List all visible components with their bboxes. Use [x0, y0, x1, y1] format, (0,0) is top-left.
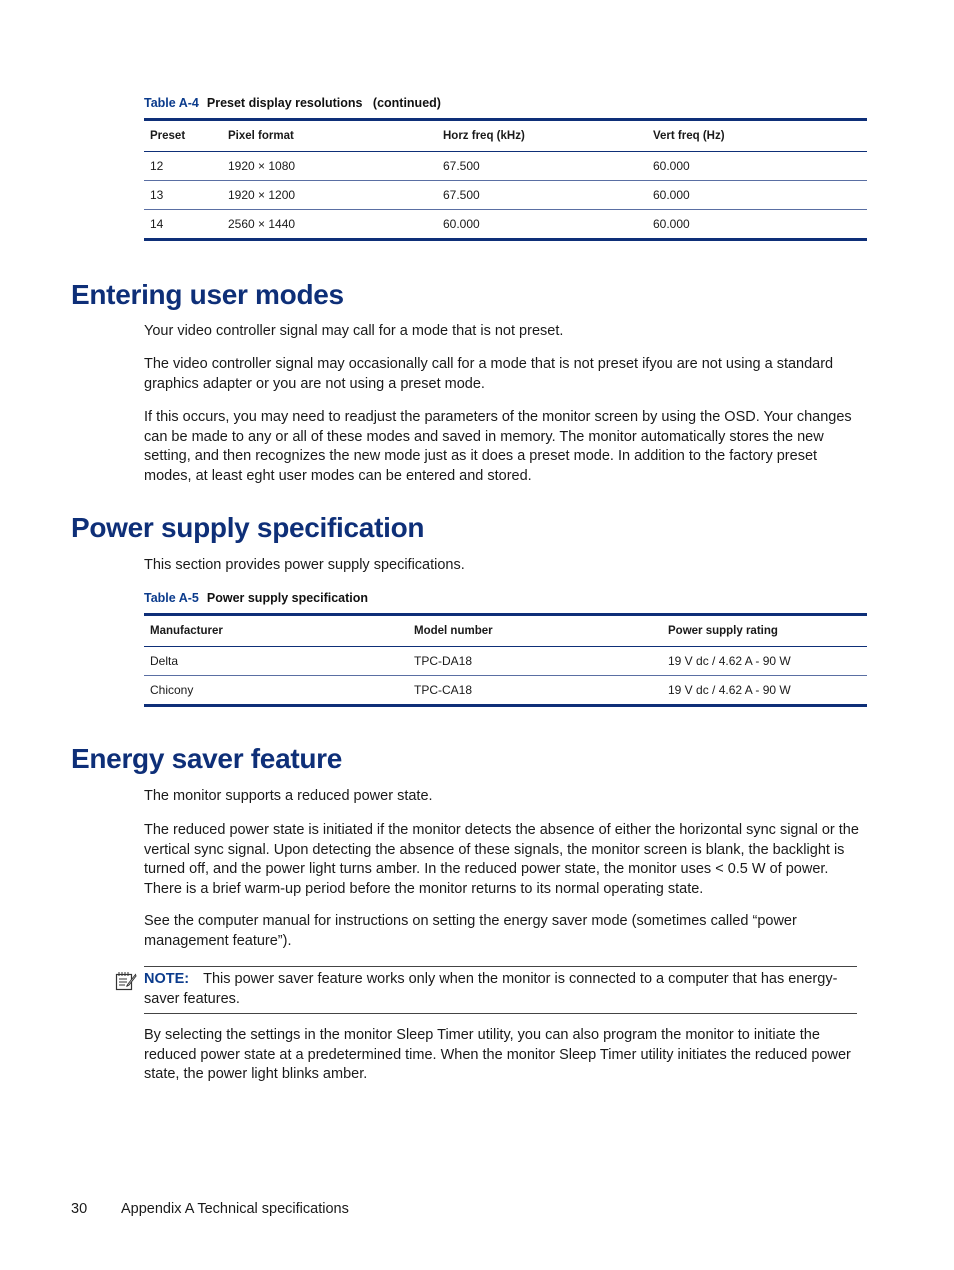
table-a4-title: Preset display resolutions (continued)	[206, 96, 441, 110]
table-preset-resolutions	[144, 118, 867, 241]
table-cell: 1920 × 1080	[222, 152, 437, 181]
column-header: Manufacturer	[144, 615, 408, 647]
paragraph: The video controller signal may occasionally call for a mode that is not preset ifyou are not using a standard graphics adapter or you are not using a preset mode.	[144, 356, 834, 392]
table-cell: 13	[144, 181, 222, 210]
page-number: 30	[71, 1201, 88, 1217]
table-a5-title: Power supply specification	[206, 591, 369, 605]
note-label: NOTE:	[144, 971, 190, 987]
table-cell: TPC-DA18	[408, 647, 662, 676]
table-a5-label: Table A-5	[144, 591, 199, 605]
table-a5-caption	[144, 591, 368, 605]
note-icon	[115, 971, 137, 991]
table-cell: 19 V dc / 4.62 A - 90 W	[662, 676, 867, 706]
table-cell: TPC-CA18	[408, 676, 662, 706]
table-cell: 60.000	[647, 210, 867, 240]
table-a4-label: Table A-4	[144, 96, 199, 110]
column-header: Preset	[144, 120, 222, 152]
table-cell: 1920 × 1200	[222, 181, 437, 210]
footer-section-title: Appendix A Technical specifications	[121, 1201, 349, 1217]
table-cell: 60.000	[437, 210, 647, 240]
heading-entering-user-modes: Entering user modes	[71, 279, 344, 310]
paragraph: The monitor supports a reduced power state.	[144, 788, 433, 804]
paragraph: See the computer manual for instructions on setting the energy saver mode (sometimes called “power management feature”).	[144, 913, 797, 949]
paragraph: If this occurs, you may need to readjust the parameters of the monitor screen by using the OSD. Your changes can be made to any or all of these modes and saved in memory. The monitor automatically stores the new setting, and then recognizes the new mode just as it does a preset mode. In addition to the factory preset modes, at least eght user modes can be entered and stored.	[144, 409, 852, 484]
heading-power-supply-specification: Power supply specification	[71, 512, 425, 543]
table-row	[144, 676, 867, 706]
table-row	[144, 152, 867, 181]
table-cell: Chicony	[144, 676, 408, 706]
column-header: Pixel format	[222, 120, 437, 152]
table-cell: 2560 × 1440	[222, 210, 437, 240]
table-header-row	[144, 615, 867, 647]
table-cell: Delta	[144, 647, 408, 676]
table-cell: 12	[144, 152, 222, 181]
table-header-row	[144, 120, 867, 152]
table-cell: 67.500	[437, 181, 647, 210]
table-row	[144, 210, 867, 240]
paragraph: The reduced power state is initiated if the monitor detects the absence of either the horizontal sync signal or the vertical sync signal. Upon detecting the absence of these signals, the monitor screen is blank, the backlight is turned off, and the power light turns amber. In the reduced power state, the monitor uses < 0.5 W of power. There is a brief warm-up period before the monitor returns to its normal operating state.	[144, 822, 859, 897]
note-body: This power saver feature works only when the monitor is connected to a computer that has energy-saver features.	[144, 971, 838, 1007]
paragraph: By selecting the settings in the monitor Sleep Timer utility, you can also program the monitor to initiate the reduced power state at a predetermined time. When the monitor Sleep Timer utility initiates the reduced power state, the power light blinks amber.	[144, 1027, 851, 1083]
table-cell: 60.000	[647, 152, 867, 181]
table-cell: 14	[144, 210, 222, 240]
table-cell: 60.000	[647, 181, 867, 210]
paragraph: Your video controller signal may call for a mode that is not preset.	[144, 323, 564, 339]
table-a4-caption	[144, 96, 441, 110]
table-cell: 19 V dc / 4.62 A - 90 W	[662, 647, 867, 676]
note-box	[144, 966, 857, 1014]
note-text	[144, 970, 857, 1009]
table-cell: 67.500	[437, 152, 647, 181]
heading-energy-saver-feature: Energy saver feature	[71, 743, 343, 774]
table-power-supply	[144, 613, 867, 707]
table-row	[144, 181, 867, 210]
column-header: Horz freq (kHz)	[437, 120, 647, 152]
column-header: Model number	[408, 615, 662, 647]
paragraph: This section provides power supply specifications.	[144, 557, 465, 573]
column-header: Power supply rating	[662, 615, 867, 647]
table-row	[144, 647, 867, 676]
column-header: Vert freq (Hz)	[647, 120, 867, 152]
